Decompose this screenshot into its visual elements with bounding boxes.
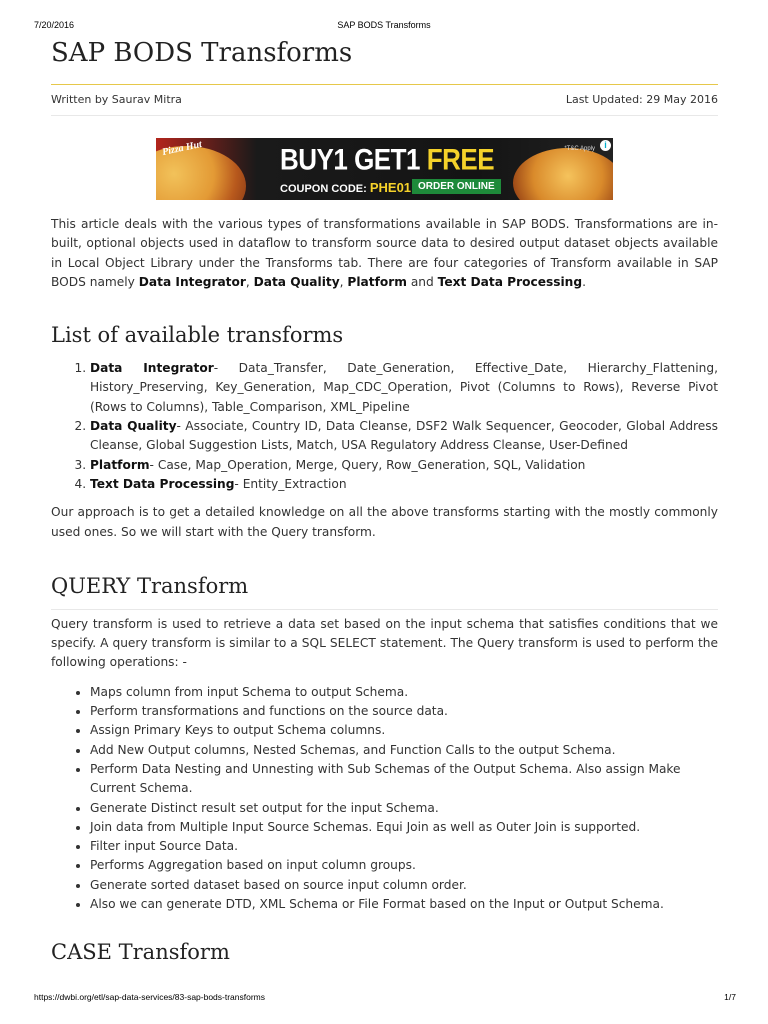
article-meta <box>51 85 718 116</box>
list-item: • Assign Primary Keys to output Schema columns. <box>90 721 718 740</box>
intro-term: Platform <box>347 274 407 289</box>
list-item-text: - Case, Map_Operation, Merge, Query, Row_Generation, SQL, Validation <box>149 457 586 472</box>
print-url: https://dwbi.org/etl/sap-data-services/83-sap-bods-transforms <box>34 992 266 1002</box>
ad-headline <box>280 142 494 178</box>
list-item: • Filter input Source Data. <box>90 837 718 856</box>
intro-paragraph <box>51 215 718 292</box>
print-date: 7/20/2016 <box>34 20 75 30</box>
pizza-hut-logo: Pizza Hut <box>161 138 203 159</box>
section-heading-list: List of available transforms <box>51 323 344 348</box>
intro-sep: , <box>339 274 348 289</box>
ad-headline-free: FREE <box>426 142 495 177</box>
page-number: 1/7 <box>724 992 736 1002</box>
list-item-text: - Associate, Country ID, Data Cleanse, DSF2 Walk Sequencer, Geocoder, Global Address Cleanse, Global Suggestion Lists, Match, USA Regulatory Address Cleanse, User-Defined <box>90 419 718 453</box>
last-updated: Last Updated: 29 May 2016 <box>565 93 718 106</box>
print-header <box>0 20 768 34</box>
list-item: • Perform transformations and functions on the source data. <box>90 702 718 721</box>
list-item-label: Platform <box>90 457 150 472</box>
section-heading-query: QUERY Transform <box>51 568 718 610</box>
intro-sep: and <box>406 274 438 289</box>
ad-terms: *T&C Apply <box>564 146 595 152</box>
list-item-label: Data Quality <box>90 419 177 434</box>
print-footer <box>0 992 768 1006</box>
approach-paragraph: Our approach is to get a detailed knowledge on all the above transforms starting with the mostly commonly used ones. So we will start with the Query transform. <box>51 505 718 539</box>
list-item-text: - Entity_Extraction <box>234 476 347 491</box>
list-item <box>90 359 718 417</box>
print-title: SAP BODS Transforms <box>337 20 431 30</box>
ad-headline-main: BUY1 GET1 <box>280 142 427 177</box>
order-online-button[interactable]: ORDER ONLINE <box>412 179 501 194</box>
section-heading-case: CASE Transform <box>51 940 230 965</box>
transform-categories-list <box>51 359 718 494</box>
author-line: Written by Saurav Mitra <box>51 93 182 106</box>
coupon-label: COUPON CODE: <box>280 183 370 195</box>
list-item <box>90 456 718 475</box>
query-intro-paragraph: Query transform is used to retrieve a data set based on the input schema that satisfies conditions that we specify. A query transform is similar to a SQL SELECT statement. The Query transform is used to perform the following operations: - <box>51 616 718 670</box>
list-item <box>90 475 718 494</box>
query-operations-list <box>51 683 718 915</box>
list-item <box>90 417 718 456</box>
coupon-code: PHE01 <box>369 180 412 195</box>
pizza-ad-banner[interactable] <box>156 138 613 200</box>
intro-term: Data Integrator <box>138 274 246 289</box>
list-item: • Generate Distinct result set output for the input Schema. <box>90 799 718 818</box>
article <box>51 34 718 968</box>
intro-end: . <box>582 274 586 289</box>
intro-text: This article deals with the various types of transformations available in SAP BODS. Transformations are in-built, optional objects used in dataflow to transform source data to desired output dataset objects available in Local Object Library under the Transforms tab. There are four categories of Transform available in SAP BODS namely <box>51 217 718 289</box>
ad-info-icon[interactable]: i <box>600 140 611 151</box>
intro-sep: , <box>245 274 254 289</box>
intro-term: Data Quality <box>253 274 340 289</box>
list-item: • Maps column from input Schema to output Schema. <box>90 683 718 702</box>
article-title: SAP BODS Transforms <box>51 34 718 85</box>
list-item: • Perform Data Nesting and Unnesting with Sub Schemas of the Output Schema. Also assign Make Current Schema. <box>90 760 718 799</box>
list-item-text: - Data_Transfer, Date_Generation, Effective_Date, Hierarchy_Flattening, History_Preserving, Key_Generation, Map_CDC_Operation, Pivot (Columns to Rows), Reverse Pivot (Rows to Columns), Table_Comparison, XML_Pipeline <box>90 361 718 414</box>
list-item-label: Text Data Processing <box>90 476 235 491</box>
list-item-label: Data Integrator <box>90 361 214 376</box>
list-item: • Join data from Multiple Input Source Schemas. Equi Join as well as Outer Join is supported. <box>90 818 718 837</box>
intro-term: Text Data Processing <box>437 274 583 289</box>
list-item: • Add New Output columns, Nested Schemas, and Function Calls to the output Schema. <box>90 741 718 760</box>
pizza-image <box>513 148 613 200</box>
list-item: • Also we can generate DTD, XML Schema or File Format based on the Input or Output Schema. <box>90 895 718 914</box>
ad-coupon <box>280 180 411 195</box>
list-item: • Performs Aggregation based on input column groups. <box>90 856 718 875</box>
list-item: • Generate sorted dataset based on source input column order. <box>90 876 718 895</box>
